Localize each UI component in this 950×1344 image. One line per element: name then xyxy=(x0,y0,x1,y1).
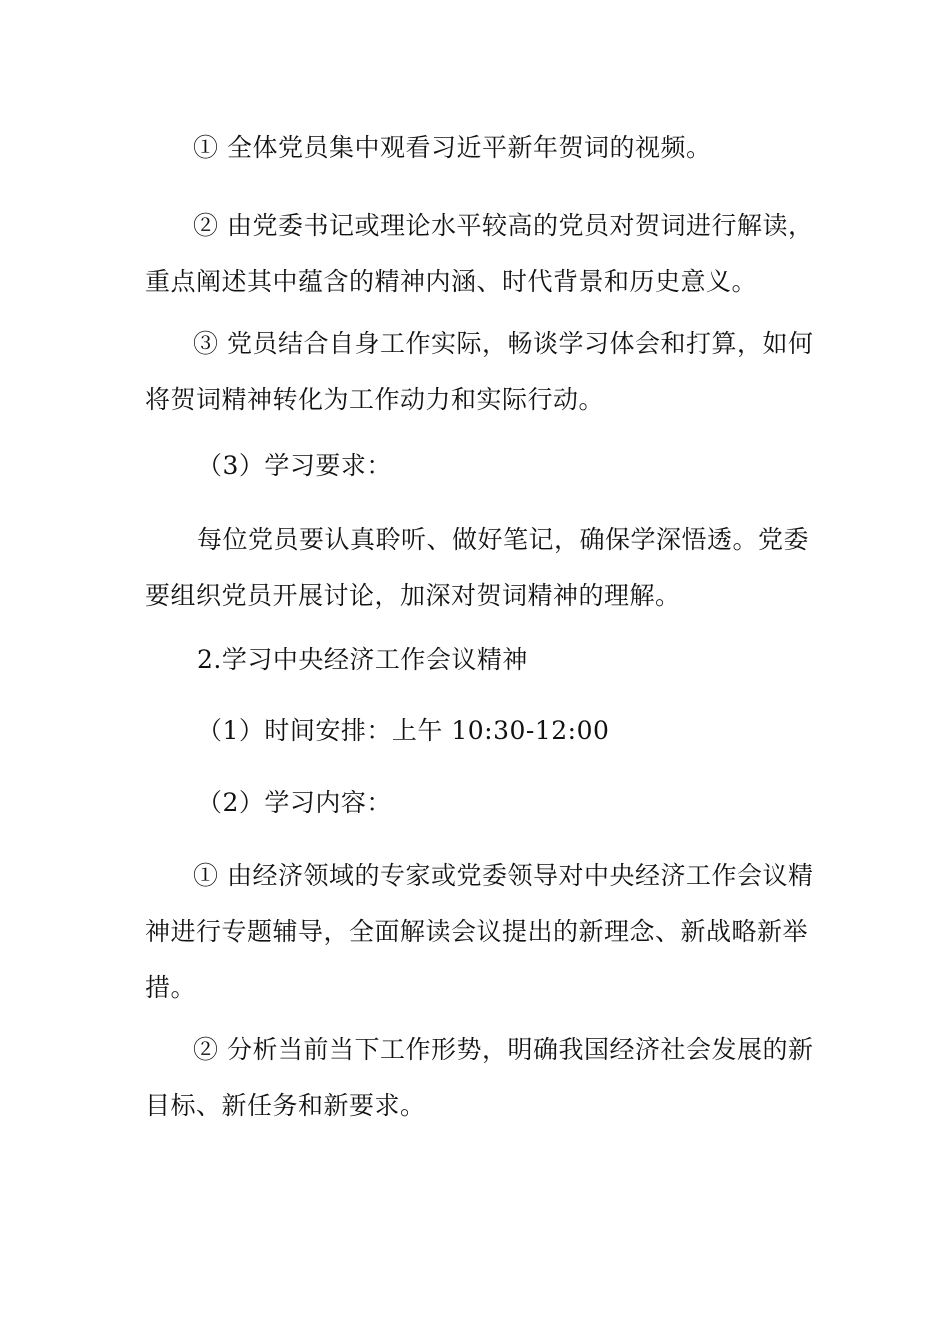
paragraph-situation-analysis: ② 分析当前当下工作形势，明确我国经济社会发展的新目标、新任务和新要求。 xyxy=(145,1035,814,1120)
heading-study-content: （2）学习内容： xyxy=(197,788,392,817)
paragraph-expert-guidance: ① 由经济领域的专家或党委领导对中央经济工作会议精神进行专题辅导，全面解读会议提出的新理念、新战略新举措。 xyxy=(145,861,814,1002)
paragraph-discussion: ③ 党员结合自身工作实际，畅谈学习体会和打算，如何将贺词精神转化为工作动力和实际行动。 xyxy=(145,329,814,414)
paragraph-interpretation: ② 由党委书记或理论水平较高的党员对贺词进行解读，重点阐述其中蕴含的精神内涵、时代背景和历史意义。 xyxy=(145,211,814,296)
heading-study-requirements: （3）学习要求： xyxy=(197,451,392,480)
heading-economic-conference: 2.学习中央经济工作会议精神 xyxy=(197,645,528,674)
paragraph-requirements: 每位党员要认真聆听、做好笔记，确保学深悟透。党委要组织党员开展讨论，加深对贺词精神的理解。 xyxy=(145,525,810,610)
paragraph-watch-video: ① 全体党员集中观看习近平新年贺词的视频。 xyxy=(193,133,712,162)
paragraph-time-arrangement: （1）时间安排：上午 10:30-12:00 xyxy=(197,716,610,745)
